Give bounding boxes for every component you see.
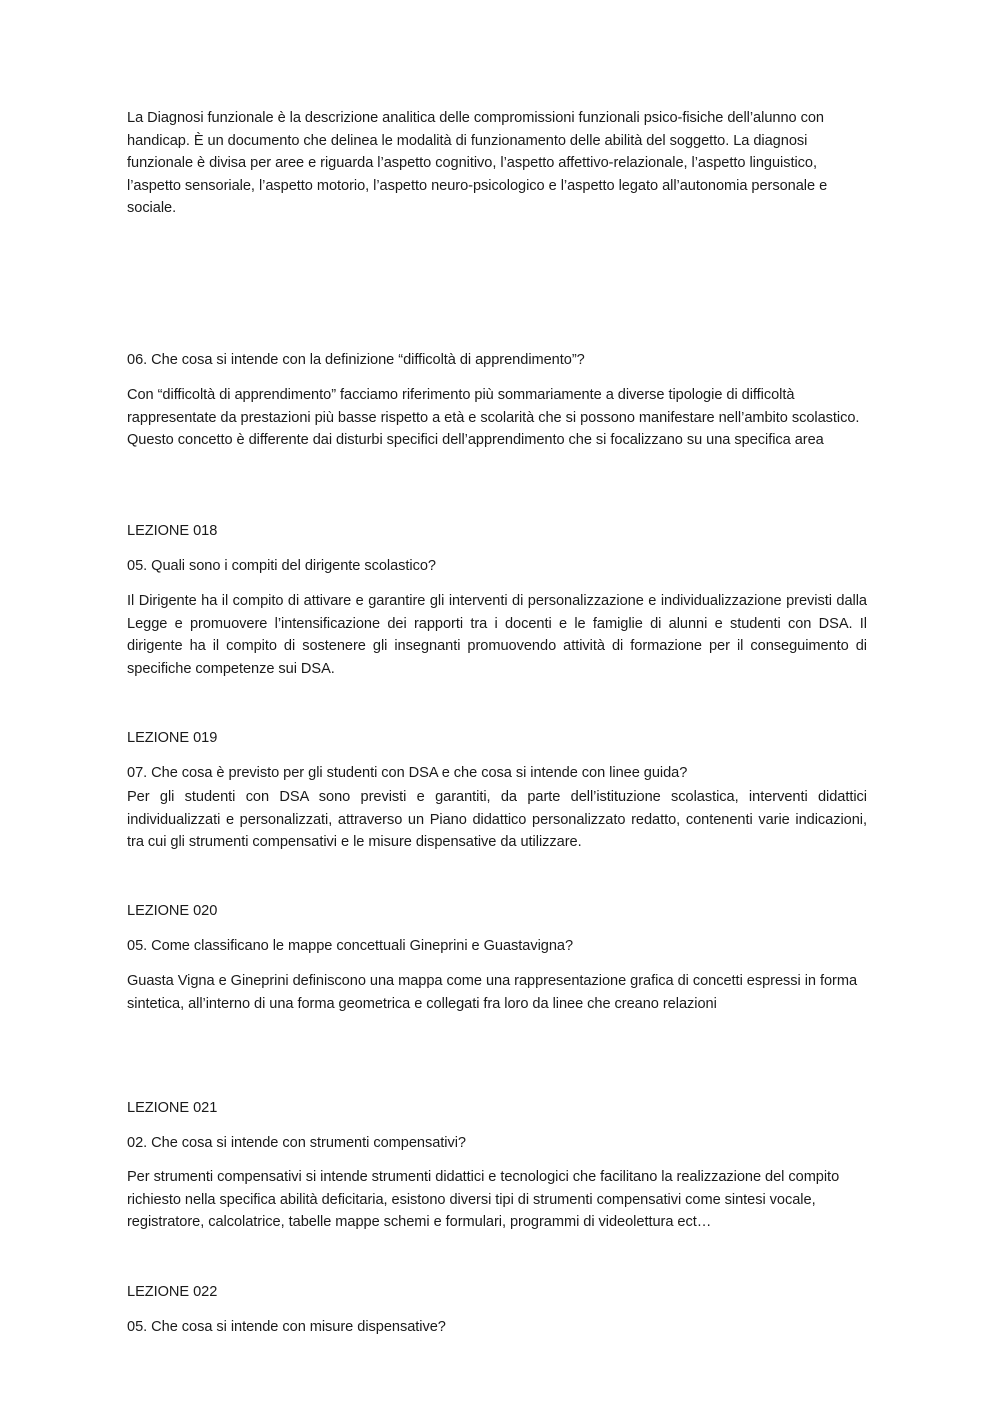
- lesson-heading-018: LEZIONE 018: [127, 523, 218, 539]
- question-019: 07. Che cosa è previsto per gli studenti con DSA e che cosa si intende con linee guida?: [127, 765, 688, 781]
- question-06: 06. Che cosa si intende con la definizione “difficoltà di apprendimento”?: [127, 352, 585, 368]
- lesson-heading-021: LEZIONE 021: [127, 1100, 218, 1116]
- intro-paragraph: La Diagnosi funzionale è la descrizione analitica delle compromissioni funzionali psico-fisiche dell’alunno con handicap. È un documento che delinea le modalità di funzionamento delle abilità del soggetto. La diagnosi funzionale è divisa per aree e riguarda l’aspetto cognitivo, l’aspetto affettivo-relazionale, l’aspetto linguistico, l’aspetto sensoriale, l’aspetto motorio, l’aspetto neuro-psicologico e l’aspetto legato all’autonomia personale e sociale.: [127, 110, 828, 216]
- answer-021: Per strumenti compensativi si intende strumenti didattici e tecnologici che facilitano la realizzazione del compito richiesto nella specifica abilità deficitaria, esistono diversi tipi di strumenti compensativi come sintesi vocale, registratore, calcolatrice, tabelle mappe schemi e formulari, programmi di videolettura ect…: [127, 1169, 840, 1230]
- question-020: 05. Come classificano le mappe concettuali Gineprini e Guastavigna?: [127, 938, 574, 954]
- question-018: 05. Quali sono i compiti del dirigente scolastico?: [127, 558, 437, 574]
- answer-018: Il Dirigente ha il compito di attivare e garantire gli interventi di personalizzazione e individualizzazione previsti dalla Legge e promuovere l’intensificazione dei rapporti tra i docenti e le famiglie di alunni e studenti con DSA. Il dirigente ha il compito di sostenere gli insegnanti promuovendo attività di formazione per il conseguimento di specifiche competenze sui DSA.: [127, 593, 867, 677]
- answer-019: Per gli studenti con DSA sono previsti e garantiti, da parte dell’istituzione scolastica, interventi didattici individualizzati e personalizzati, attraverso un Piano didattico personalizzato redatto, contenenti varie indicazioni, tra cui gli strumenti compensativi e le misure dispensative da utilizzare.: [127, 789, 867, 850]
- question-021: 02. Che cosa si intende con strumenti compensativi?: [127, 1135, 466, 1151]
- lesson-heading-020: LEZIONE 020: [127, 903, 218, 919]
- lesson-heading-019: LEZIONE 019: [127, 730, 218, 746]
- question-022: 05. Che cosa si intende con misure dispensative?: [127, 1319, 446, 1335]
- answer-020: Guasta Vigna e Gineprini definiscono una mappa come una rappresentazione grafica di concetti espressi in forma sintetica, all’interno di una forma geometrica e collegati fra loro da linee che creano relazioni: [127, 973, 858, 1012]
- lesson-heading-022: LEZIONE 022: [127, 1284, 218, 1300]
- answer-06: Con “difficoltà di apprendimento” facciamo riferimento più sommariamente a diverse tipologie di difficoltà rappresentate da prestazioni più basse rispetto a età e scolarità che si possono manifestare nell’ambito scolastico. Questo concetto è differente dai disturbi specifici dell’apprendimento che si focalizzano su una specifica area: [127, 387, 860, 448]
